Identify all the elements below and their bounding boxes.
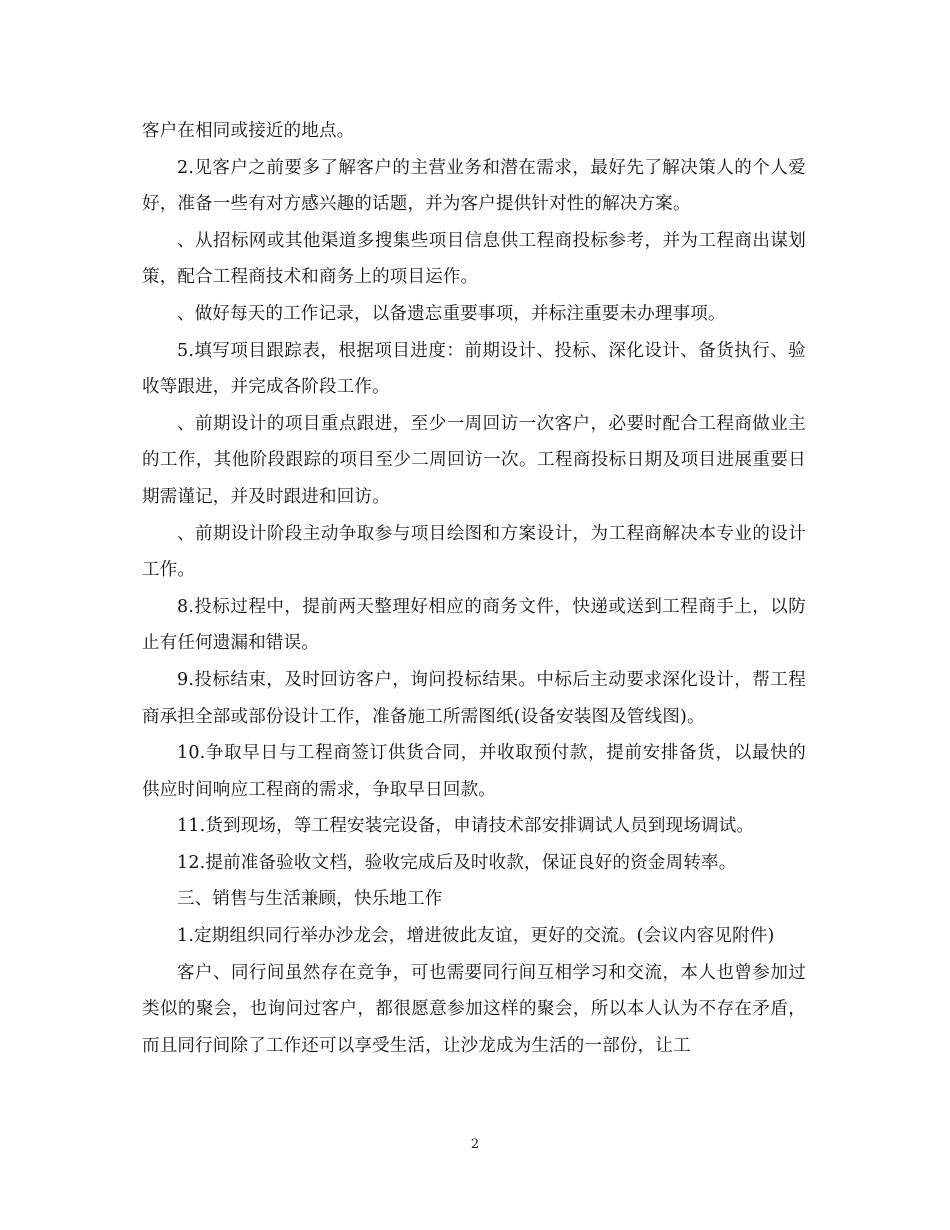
paragraph: 9.投标结束，及时回访客户，询问投标结果。中标后主动要求深化设计，帮工程商承担全部或部份设计工作，准备施工所需图纸(设备安装图及管线图)。 bbox=[142, 669, 806, 727]
paragraph: 5.填写项目跟踪表，根据项目进度：前期设计、投标、深化设计、备货执行、验收等跟进，并完成各阶段工作。 bbox=[142, 340, 806, 398]
paragraph: 客户、同行间虽然存在竞争，可也需要同行间互相学习和交流，本人也曾参加过类似的聚会，也询问过客户，都很愿意参加这样的聚会，所以本人认为不存在矛盾，而且同行间除了工作还可以享受生活，让沙龙成为生活的一部份，让工 bbox=[142, 962, 806, 1056]
paragraph: 、从招标网或其他渠道多搜集些项目信息供工程商投标参考，并为工程商出谋划策，配合工程商技术和商务上的项目运作。 bbox=[142, 230, 806, 288]
paragraph: 1.定期组织同行举办沙龙会，增进彼此友谊，更好的交流。(会议内容见附件) bbox=[177, 926, 775, 947]
paragraph: 客户在相同或接近的地点。 bbox=[142, 121, 355, 141]
paragraph: 11.货到现场，等工程安装完设备，申请技术部安排调试人员到现场调试。 bbox=[177, 816, 755, 837]
paragraph: 、前期设计阶段主动争取参与项目绘图和方案设计，为工程商解决本专业的设计工作。 bbox=[142, 523, 806, 581]
paragraph: 12.提前准备验收文档，验收完成后及时收款，保证良好的资金周转率。 bbox=[177, 852, 737, 873]
paragraph: 、做好每天的工作记录，以备遗忘重要事项，并标注重要未办理事项。 bbox=[177, 303, 726, 324]
page-number: 2 bbox=[470, 1137, 480, 1152]
section-heading: 三、销售与生活兼顾，快乐地工作 bbox=[177, 889, 443, 910]
document-body bbox=[142, 113, 806, 1064]
paragraph: 10.争取早日与工程商签订供货合同，并收取预付款，提前安排备货，以最快的供应时间响应工程商的需求，争取早日回款。 bbox=[142, 743, 806, 800]
paragraph: 2.见客户之前要多了解客户的主营业务和潜在需求，最好先了解决策人的个人爱好，准备一些有对方感兴趣的话题，并为客户提供针对性的解决方案。 bbox=[142, 157, 806, 215]
paragraph: 8.投标过程中，提前两天整理好相应的商务文件，快递或送到工程商手上，以防止有任何遗漏和错误。 bbox=[142, 596, 806, 654]
paragraph: 、前期设计的项目重点跟进，至少一周回访一次客户，必要时配合工程商做业主的工作，其他阶段跟踪的项目至少二周回访一次。工程商投标日期及项目进展重要日期需谨记，并及时跟进和回访。 bbox=[142, 413, 806, 507]
